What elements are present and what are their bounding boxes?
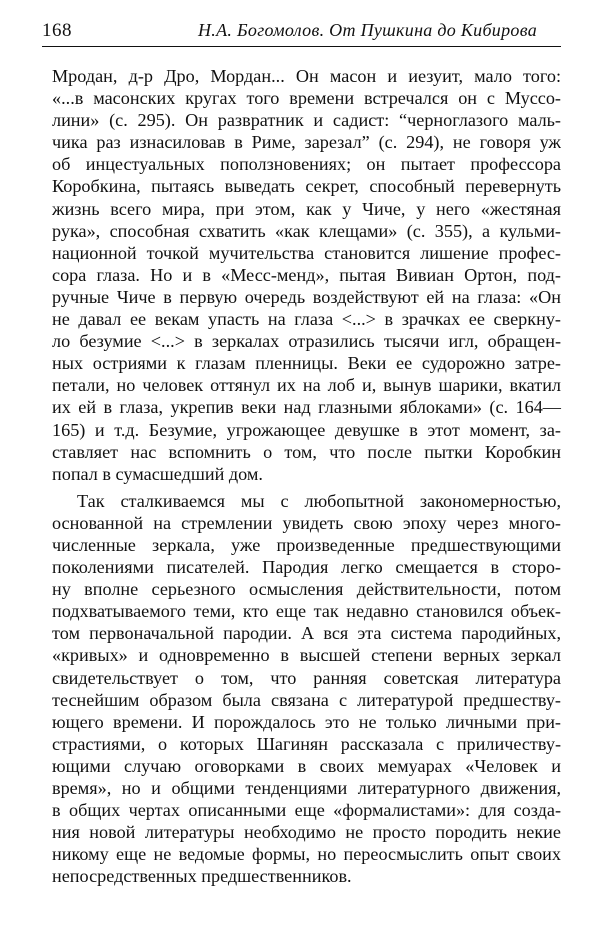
paragraph-1 [52,65,561,485]
text-line: ющими случаю оговорками в своих мемуарах «Человек и [52,755,561,776]
text-line: Так сталкиваемся мы с любопытной закономерностью, [77,490,561,511]
body-text [52,65,561,887]
text-line: том первоначальной пародии. А вся эта система пародийных, [52,623,561,644]
paragraph-2 [52,490,561,888]
text-line: «...в масонских кругах того времени встречался он с Муссо- [52,88,561,109]
text-line: национной точкой мучительства становится лишение профес- [52,242,561,263]
text-line: не давал ее векам упасть на глаза <...> в зрачках ее сверкну- [52,309,561,330]
text-line: лини» (с. 295). Он развратник и садист: “черноглазого маль- [52,110,561,131]
text-line: их ей в глаза, укрепив веки над глазными яблоками» (с. 164— [52,397,561,418]
text-line: ния новой литературы необходимо не просто породить некие [52,822,561,843]
text-line: непосредственных предшественников. [52,866,352,887]
page-header [42,19,561,47]
text-line: жизнь всего мира, при этом, как у Чиче, у него «жестяная [52,198,561,219]
text-line: в общих чертах описанными еще «формалистами»: для созда- [52,800,561,821]
text-line: подхватываемого теми, кто еще так недавно становился объек- [52,601,561,622]
text-line: ставляет нас вспомнить о том, что после пытки Коробкин [52,441,561,462]
text-line: численные зеркала, уже произведенные предшествующими [52,534,561,555]
text-line: никому еще не ведомые формы, но переосмыслить опыт своих [52,844,561,865]
text-line: «кривых» и одновременно в высшей степени верных зеркал [52,645,561,666]
text-line: ну вполне серьезного осмысления действительности, потом [52,579,561,600]
text-line: свидетельствует о том, что ранняя советская литература [52,667,561,688]
text-line: поколениями писателей. Пародия легко смещается в сторо- [52,557,561,578]
text-line: страстиями, о которых Шагинян рассказала с приличеству- [52,733,561,754]
text-line: петали, но человек оттянул их на лоб и, вынув шарики, вкатил [52,375,561,396]
text-line: 165) и т.д. Безумие, угрожающее девушке в этот момент, за- [52,419,561,440]
text-line: ло безумие <...> в зеркалах отразились тысячи игл, обращен- [52,331,561,352]
text-line: ручные Чиче в первую очередь воздействуют ей на глаза: «Он [52,286,561,307]
text-line: Мродан, д-р Дро, Мордан... Он масон и иезуит, мало того: [52,66,561,86]
text-line: ющего времени. И порождалось это не только личными при- [52,711,561,732]
text-line: рука», способная схватить «как клещами» (с. 355), а кульми- [52,220,561,241]
page-number: 168 [42,20,72,41]
text-line: ных остриями к глазам пленницы. Веки ее судорожно затре- [52,353,561,374]
text-line: чика раз изнасиловав в Риме, зарезал” (с. 294), не говоря уж [52,132,561,153]
text-line: основанной на стремлении увидеть свою эпоху через много- [52,512,561,533]
text-line: попал в сумасшедший дом. [52,463,263,484]
text-line: об инцестуальных поползновениях; он пытает профессора [52,154,561,175]
text-line: Коробкина, пытаясь выведать секрет, способный перевернуть [52,176,561,197]
running-title: Н.А. Богомолов. От Пушкина до Кибирова [198,20,537,40]
text-line: теснейшим образом была связана с литературой предшеству- [52,689,561,710]
text-line: сора глаза. Но и в «Месс-менд», пытая Вивиан Ортон, под- [52,264,561,285]
text-line: время», но и общими тенденциями литературного движения, [52,778,561,798]
